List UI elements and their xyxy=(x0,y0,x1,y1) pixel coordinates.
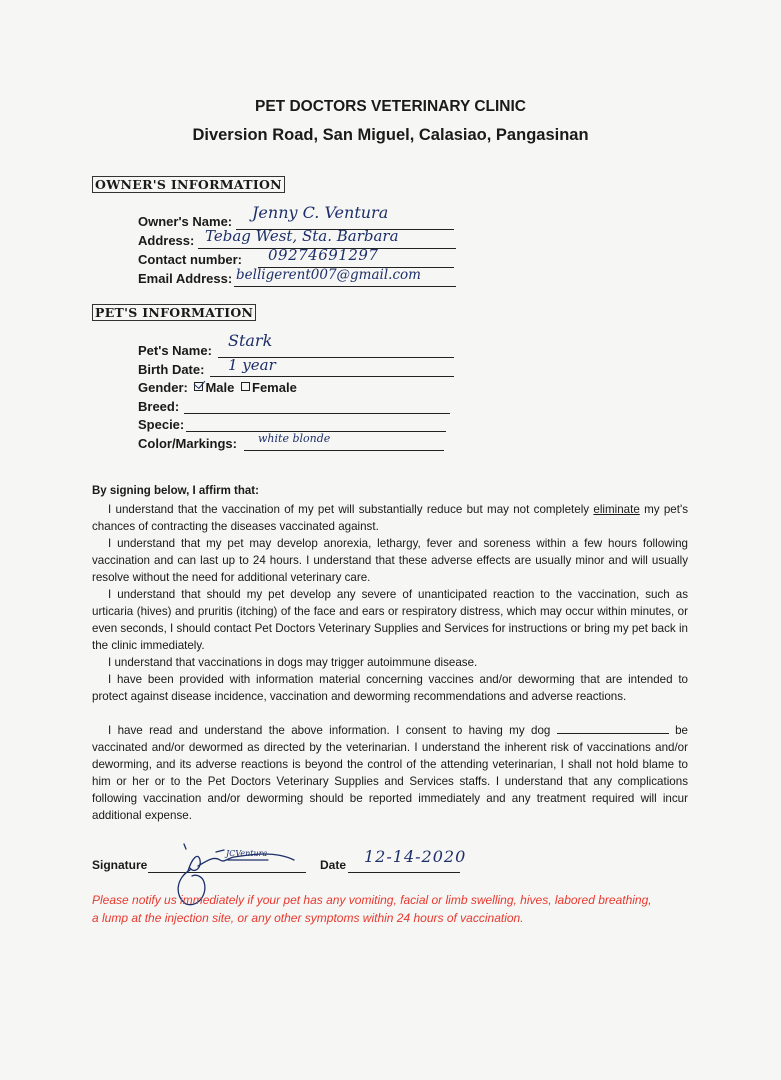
pet-breed-row xyxy=(138,398,179,416)
affirm-paragraph-4: I understand that vaccinations in dogs may trigger autoimmune disease. xyxy=(108,656,478,669)
owner-email-row xyxy=(138,270,232,288)
owner-contact-row xyxy=(138,251,242,269)
pet-specie-row xyxy=(138,416,184,434)
owner-contact-value[interactable]: 09274691297 xyxy=(268,246,379,264)
male-label: Male xyxy=(205,380,235,395)
warning-notice: Please notify us immediately if your pet has any vomiting, facial or limb swelling, hives, labored breathing, a lump at the injection site, or any other symptoms within 24 hours of vaccination. xyxy=(92,893,652,925)
owner-email-label: Email Address: xyxy=(138,271,233,286)
owner-address-label: Address: xyxy=(138,233,195,248)
pet-birth-value[interactable]: 1 year xyxy=(228,356,276,374)
affirm-p1-underlined: eliminate xyxy=(593,503,640,516)
pet-breed-line[interactable] xyxy=(184,413,450,414)
date-value[interactable]: 12-14-2020 xyxy=(364,847,467,866)
pet-name-value[interactable]: Stark xyxy=(228,331,273,350)
female-label: Female xyxy=(252,380,297,395)
affirm-paragraph-5: I have been provided with information material concerning vaccines and/or deworming that are intended to protect against disease incidence, vaccination and deworming recommendations and adverse reactions. xyxy=(92,673,688,703)
affirm-title: By signing below, I affirm that: xyxy=(92,485,259,497)
affirm-paragraph-3: I understand that should my pet develop any severe of unanticipated reaction to the vaccination, such as urticaria (hives) and pruritis (itching) of the face and ears or respiratory distress, which may occur within minutes, or even seconds, I should contact Pet Doctors Veterinary Supplies and Services for instructions or bring my pet back in the clinic immediately. xyxy=(92,588,688,652)
affirm-p6-post: be vaccinated and/or dewormed as directed by the veterinarian. I understand the inherent risk of vaccinations and/or deworming, and its adverse reactions is beyond the control of the attending veterinarian, I shall not hold blame to him or her or to the Pet Doctors Veterinary Supplies and Services staffs. I understand that any complications following vaccination and/or deworming should be reported immediately and any treatment required will incur additional expense. xyxy=(92,724,688,822)
pet-birth-row xyxy=(138,361,204,379)
owner-section-title: OWNER'S INFORMATION xyxy=(92,176,285,193)
affirm-paragraph-1 xyxy=(92,502,688,536)
affirm-paragraph-6 xyxy=(92,723,688,824)
pet-section-title: PET'S INFORMATION xyxy=(92,304,256,321)
affirm-p1-post: my pet's chances of contracting the diseases vaccinated against. xyxy=(92,503,688,533)
owner-name-value[interactable]: Jenny C. Ventura xyxy=(252,203,389,222)
affirm-p6-pre: I have read and understand the above information. I consent to having my dog xyxy=(108,724,551,737)
signature-text: JCVentura xyxy=(226,849,268,858)
owner-email-line xyxy=(234,286,456,287)
pet-breed-label: Breed: xyxy=(138,399,180,414)
pet-specie-label: Specie: xyxy=(138,417,185,432)
signature-label: Signature xyxy=(92,858,148,872)
pet-name-label: Pet's Name: xyxy=(138,343,212,358)
owner-address-value[interactable]: Tebag West, Sta. Barbara xyxy=(205,227,399,245)
owner-name-label: Owner's Name: xyxy=(138,214,233,229)
pet-color-line xyxy=(244,450,444,451)
dog-name-blank[interactable] xyxy=(557,723,669,734)
pet-gender-row xyxy=(138,379,297,397)
female-checkbox[interactable] xyxy=(241,382,250,391)
affirm-paragraph-2: I understand that my pet may develop anorexia, lethargy, fever and soreness within a few hours following vaccination and can last up to 24 hours. I understand that these adverse effects are usually minor and will usually resolve without the need for additional veterinary care. xyxy=(92,537,688,584)
pet-color-row xyxy=(138,435,237,453)
pet-birth-line xyxy=(210,376,454,377)
date-label: Date xyxy=(320,858,347,872)
clinic-address: Diversion Road, San Miguel, Calasiao, Pangasinan xyxy=(192,126,589,144)
owner-contact-label: Contact number: xyxy=(138,252,242,267)
pet-birth-label: Birth Date: xyxy=(138,362,205,377)
pet-name-row xyxy=(138,342,212,360)
owner-email-value[interactable]: belligerent007@gmail.com xyxy=(236,267,421,283)
pet-color-value[interactable]: white blonde xyxy=(258,432,331,445)
pet-gender-label: Gender: xyxy=(138,380,188,395)
owner-address-row xyxy=(138,232,194,250)
date-line[interactable] xyxy=(348,872,460,873)
pet-color-label: Color/Markings: xyxy=(138,436,237,451)
affirm-p1-pre: I understand that the vaccination of my pet will substantially reduce but may not completely xyxy=(108,503,590,516)
clinic-name: PET DOCTORS VETERINARY CLINIC xyxy=(255,98,526,115)
male-checkbox[interactable] xyxy=(194,382,203,391)
